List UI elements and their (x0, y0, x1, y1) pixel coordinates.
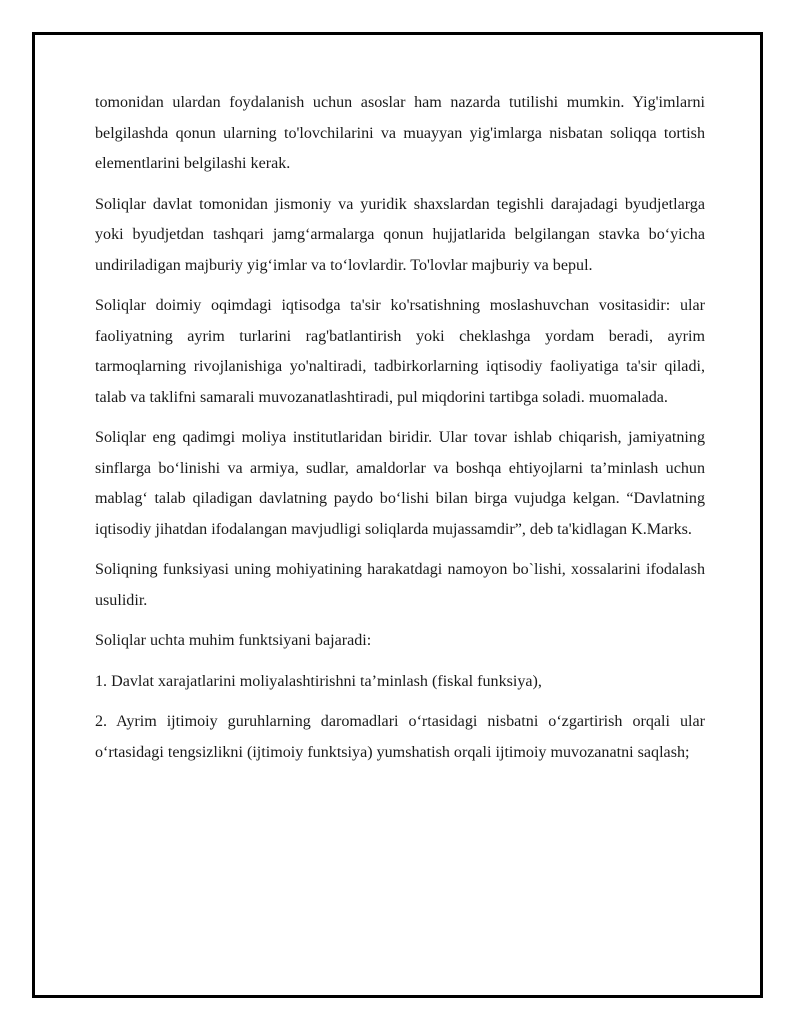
paragraph-2: Soliqlar davlat tomonidan jismoniy va yuridik shaxslardan tegishli darajadagi byudjetlarga yoki byudjetdan tashqari jamg‘armalarga qonun hujjatlarida belgilangan stavka bo‘yicha undiriladigan majburiy yig‘imlar va to‘lovlardir. To'lovlar majburiy va bepul. (95, 195, 705, 274)
paragraph-5: Soliqning funksiyasi uning mohiyatining harakatdagi namoyon bo`lishi, xossalarini ifodalash usulidir. (95, 561, 705, 609)
paragraph-3: Soliqlar doimiy oqimdagi iqtisodga ta'sir ko'rsatishning moslashuvchan vositasidir: ular faoliyatning ayrim turlarini rag'batlantirish yoki cheklashga yordam beradi, ayrim tarmoqlarning rivojlanishiga yo'naltiradi, tadbirkorlarning iqtisodiy faoliyatiga ta'sir qiladi, talab va taklifni samarali muvozanatlashtiradi, pul miqdorini tartibga soladi. muomalada. (95, 297, 705, 406)
list-item-1: 1. Davlat xarajatlarini moliyalashtirishni ta’minlash (fiskal funksiya), (95, 672, 542, 690)
document-body (95, 88, 705, 778)
paragraph-6: Soliqlar uchta muhim funktsiyani bajaradi: (95, 632, 372, 649)
paragraph-4: Soliqlar eng qadimgi moliya institutlaridan biridir. Ular tovar ishlab chiqarish, jamiyatning sinflarga bo‘linishi va armiya, sudlar, amaldorlar va boshqa ehtiyojlarni ta’minlash uchun mablag‘ talab qiladigan davlatning paydo bo‘lishi bilan birga vujudga kelgan. “Davlatning iqtisodiy jihatdan ifodalangan mavjudligi soliqlarda mujassamdir”, deb ta'kidlagan K.Marks. (95, 429, 705, 538)
list-item-2: 2. Ayrim ijtimoiy guruhlarning daromadlari o‘rtasidagi nisbatni o‘zgartirish orqali ular o‘rtasidagi tengsizlikni (ijtimoiy funktsiya) yumshatish orqali ijtimoiy muvozanatni saqlash; (95, 713, 705, 761)
paragraph-1: tomonidan ulardan foydalanish uchun asoslar ham nazarda tutilishi mumkin. Yig'imlarni belgilashda qonun ularning to'lovchilarini va muayyan yig'imlarga nisbatan soliqqa tortish elementlarini belgilashi kerak. (95, 94, 705, 172)
